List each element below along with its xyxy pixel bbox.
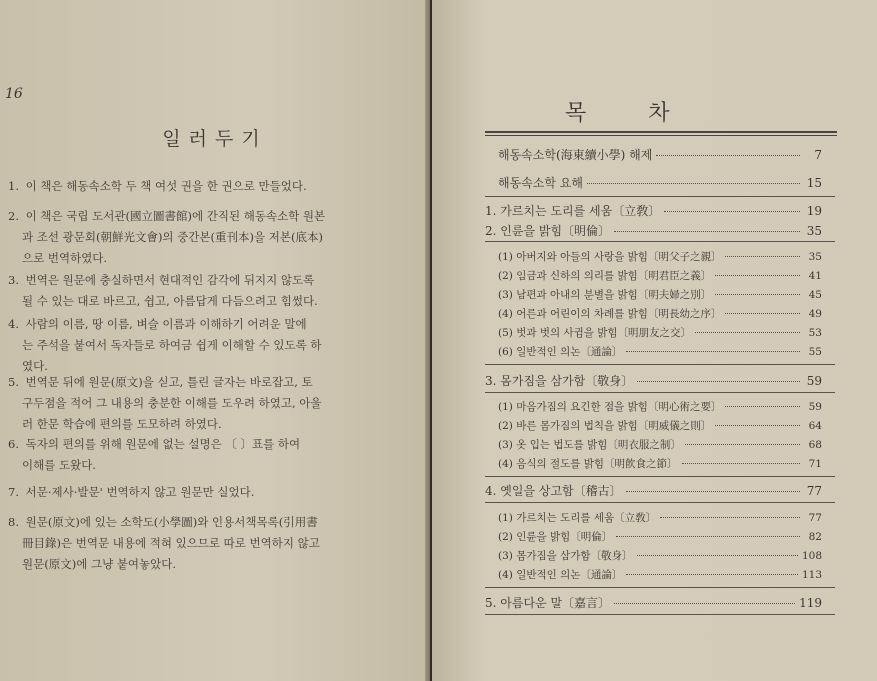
toc-entry[interactable]: 4. 옛일을 상고함〔稽古〕 77 [485, 484, 822, 498]
toc-entry[interactable]: (5) 벗과 벗의 사귐을 밝힘〔明朋友之交〕 53 [498, 327, 822, 339]
note-item: 2. 이 책은 국립 도서관(國立圖書館)에 간직된 해동속소학 원본 과 조선 광문회(朝鮮光文會)의 중간본(重刊本)을 저본(底本) 으로 번역하였다. [8, 209, 326, 265]
toc-entry[interactable]: (3) 남편과 아내의 분별을 밝힘〔明夫婦之別〕 45 [498, 289, 822, 301]
toc-entry[interactable]: (3) 몸가짐을 삼가함〔敬身〕 108 [498, 550, 822, 562]
toc-entry[interactable]: (2) 바른 몸가짐의 법칙을 밝힘〔明威儀之則〕 64 [498, 420, 822, 432]
toc-separator [485, 587, 835, 588]
toc-entry[interactable]: (3) 옷 입는 법도를 밝힘〔明衣服之制〕 68 [498, 439, 822, 451]
toc-entry[interactable]: 해동속소학 요해 15 [498, 176, 822, 190]
toc-entry[interactable]: (1) 가르치는 도리를 세움〔立敎〕 77 [498, 512, 822, 524]
toc-entry[interactable]: 2. 인륜을 밝힘〔明倫〕 35 [485, 224, 822, 238]
toc-entry[interactable]: 해동속소학(海東續小學) 해제 7 [498, 148, 822, 162]
note-item: 4. 사람의 이름, 땅 이름, 벼슬 이름과 이해하기 어려운 말에 는 주석을 붙여서 독자들로 하여금 쉽게 이해할 수 있도록 하 였다. [8, 317, 322, 373]
note-item: 3. 번역은 원문에 충실하면서 현대적인 감각에 뒤지지 않도록 될 수 있는 대로 바르고, 쉽고, 아름답게 다듬으려고 힘썼다. [8, 273, 318, 308]
note-item: 7. 서문·제사·발문' 번역하지 않고 원문만 실었다. [8, 485, 255, 499]
toc-entry[interactable]: (6) 일반적인 의논〔通論〕 55 [498, 346, 822, 358]
toc-separator [485, 476, 835, 477]
toc-entry[interactable]: 1. 가르치는 도리를 세움〔立敎〕 19 [485, 204, 822, 218]
toc-separator [485, 614, 835, 615]
toc-entry[interactable]: (1) 마음가짐의 요긴한 점을 밝힘〔明心術之要〕 59 [498, 401, 822, 413]
toc-entry[interactable]: (1) 아버지와 아들의 사랑을 밝힘〔明父子之親〕 35 [498, 251, 822, 263]
toc-entry[interactable]: (4) 일반적인 의논〔通論〕 113 [498, 569, 822, 581]
toc-top-rule [485, 131, 837, 136]
toc-separator [485, 392, 835, 393]
note-item: 6. 독자의 편의를 위해 원문에 없는 설명은 〔 〕표를 하여 이해를 도왔다. [8, 437, 301, 472]
toc-title: 목 차 [565, 101, 672, 126]
toc-entry[interactable]: (2) 인륜을 밝힘〔明倫〕 82 [498, 531, 822, 543]
toc-separator [485, 241, 835, 242]
page-number: 16 [5, 86, 23, 102]
note-item: 8. 원문(原文)에 있는 소학도(小學圖)와 인용서책목록(引用書 冊目錄)은 번역문 내용에 적혀 있으므로 따로 번역하지 않고 원문(原文)에 그냥 붙여놓았다. [8, 515, 320, 571]
toc-entry[interactable]: 3. 몸가짐을 삼가함〔敬身〕 59 [485, 374, 822, 388]
toc-entry[interactable]: (2) 임금과 신하의 의리를 밝힘〔明君臣之義〕 41 [498, 270, 822, 282]
note-item: 5. 번역문 뒤에 원문(原文)을 싣고, 틀린 글자는 바로잡고, 토 구두점을 적어 그 내용의 충분한 이해를 도우려 하였고, 아울 러 한문 학습에 편의를 도모하려 하였다. [8, 375, 322, 431]
foreword-title: 일러두기 [162, 128, 268, 150]
toc-entry[interactable]: 5. 아름다운 말〔嘉言〕 119 [485, 596, 822, 610]
toc-separator [485, 196, 835, 197]
toc-separator [485, 502, 835, 503]
note-item: 1. 이 책은 해동속소학 두 책 여섯 권을 한 권으로 만들었다. [8, 179, 307, 193]
toc-entry[interactable]: (4) 어른과 어린이의 차례를 밝힘〔明長幼之序〕 49 [498, 308, 822, 320]
toc-entry[interactable]: (4) 음식의 절도를 밝힘〔明飮食之節〕 71 [498, 458, 822, 470]
toc-separator [485, 364, 835, 365]
